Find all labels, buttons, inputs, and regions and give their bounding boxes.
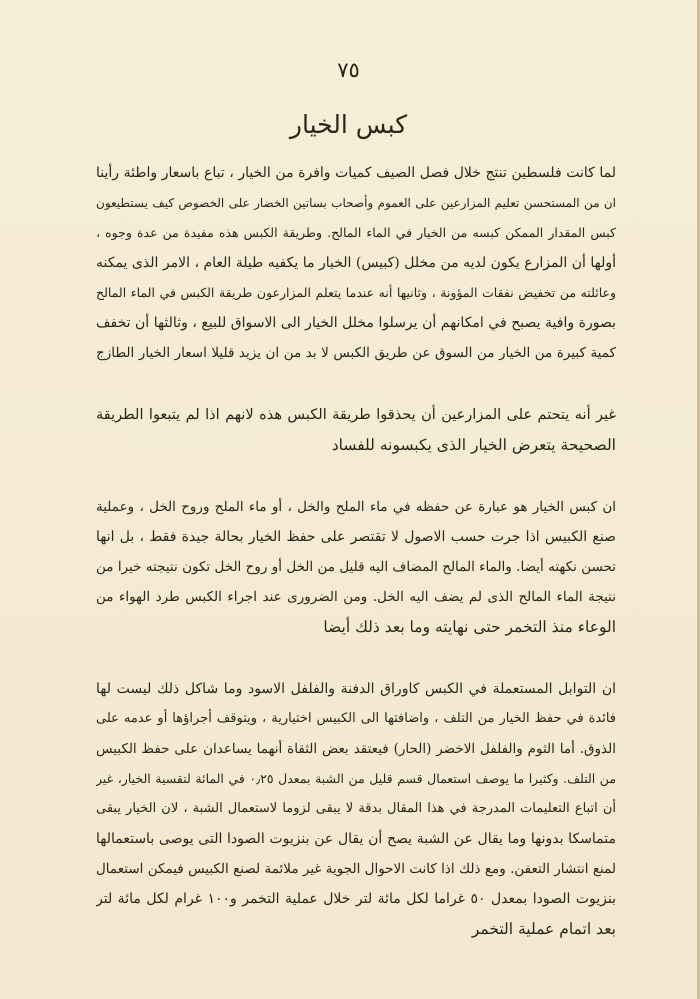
- paragraph-3: [96, 492, 616, 642]
- text-line: أن اتباع التعليمات المدرجة في هذا المقال بدقة لا يبقى لزوما لاستعمال الشبة ، لان الخيار يبقى: [96, 801, 616, 816]
- text-line: متماسكا بدونها وما يقال عن الشبة يصح أن يقال عن بنزيوت الصودا التى يوصى باستعمالها: [96, 831, 616, 847]
- text-line: ان من المستحسن تعليم المزارعين على العموم وأصحاب بساتين الخضار على الخصوص كيف يستطيعون: [96, 196, 616, 210]
- text-line: أولها أن المزارع يكون لديه من مخلل (كبيس) الخيار ما يكفيه طيلة العام ، الامر الذى يمكنه: [96, 255, 616, 271]
- text-line: كمية كبيرة من الخيار من السوق عن طريق الكبس لا بد من ان يزيد قليلا اسعار الخيار الطازج: [96, 345, 616, 361]
- text-line: نتيجة الماء المالح الذى لم يضف اليه الخل. ومن الضرورى عند اجراء الكبس طرد الهواء من: [96, 589, 616, 605]
- text-line: بعد اتمام عملية التخمر: [471, 920, 616, 938]
- text-line: كبس المقدار الممكن كبسه من الخيار في الماء المالح. وطريقة الكبس هذه مفيدة من عدة وجوه ،: [96, 225, 616, 240]
- text-line: الصحيحة يتعرض الخيار الذى يكبسونه للفساد: [331, 436, 616, 454]
- paragraph-4: [96, 674, 616, 944]
- text-line: بصورة وافية يصبح في امكانهم أن يرسلوا مخلل الخيار الى الاسواق للبيع ، وثالثها أن تخفف: [96, 315, 616, 331]
- paragraph-1: [96, 158, 616, 368]
- text-line: الوعاء منذ التخمر حتى نهايته وما بعد ذلك أيضا: [323, 618, 616, 636]
- text-line: تحسن نكهته أيضا. والماء المالح المضاف اليه قليل من الخل أو روح الخل تكون نتيجته خيرا من: [96, 559, 616, 575]
- text-line: وعائلته من تخفيض نفقات المؤونة ، وثانيها أنه عندما يتعلم المزارعون طريقة الكبس في الماء المالح: [96, 285, 616, 300]
- text-line: لمنع انتشار التعفن. ومع ذلك اذا كانت الاحوال الجوية غير ملائمة لصنع الكبيس فيمكن استعمال: [96, 861, 616, 877]
- article-body: [96, 158, 616, 976]
- text-line: ان كبس الخيار هو عبارة عن حفظه في ماء الملح والخل ، أو ماء الملح وروح الخل ، وعملية: [96, 499, 616, 515]
- text-line: غير أنه يتحتم على المزارعين أن يحذقوا طريقة الكبس هذه لانهم اذا لم يتبعوا الطريقة: [96, 407, 616, 423]
- text-line: فائدة في حفظ الخيار من التلف ، واضافتها الى الكبيس اختيارية ، ويتوقف أجراؤها أو عدمه على: [96, 711, 616, 726]
- text-line: لما كانت فلسطين تنتج خلال فصل الصيف كميات وافرة من الخيار ، تباع باسعار واطئة رأينا: [96, 165, 616, 181]
- text-line: من التلف. وكثيرا ما يوصف استعمال قسم قليل من الشبة بمعدل ٠٫٢٥ في المائة لتقسية الخيار، غير: [96, 771, 616, 786]
- article-title: كبس الخيار: [289, 110, 408, 139]
- text-line: ان التوابل المستعملة في الكبس كاوراق الدفنة والفلفل الاسود وما شاكل ذلك ليست لها: [96, 681, 616, 697]
- paragraph-2: [96, 400, 616, 460]
- text-line: بنزيوت الصودا بمعدل ٥٠ غراما لكل مائة لتر خلال عملية التخمر و١٠٠ غرام لكل مائة لتر: [96, 891, 616, 907]
- page-number: ٧٥: [337, 58, 360, 82]
- text-line: الذوق. أما الثوم والفلفل الاخضر (الحار) فيعتقد بعض الثقاة أنهما يساعدان على حفظ الكبيس: [96, 741, 616, 757]
- text-line: صنع الكبيس اذا جرت حسب الاصول لا تقتصر على حفظ الخيار بحالة جيدة فقط ، بل انها: [96, 529, 616, 545]
